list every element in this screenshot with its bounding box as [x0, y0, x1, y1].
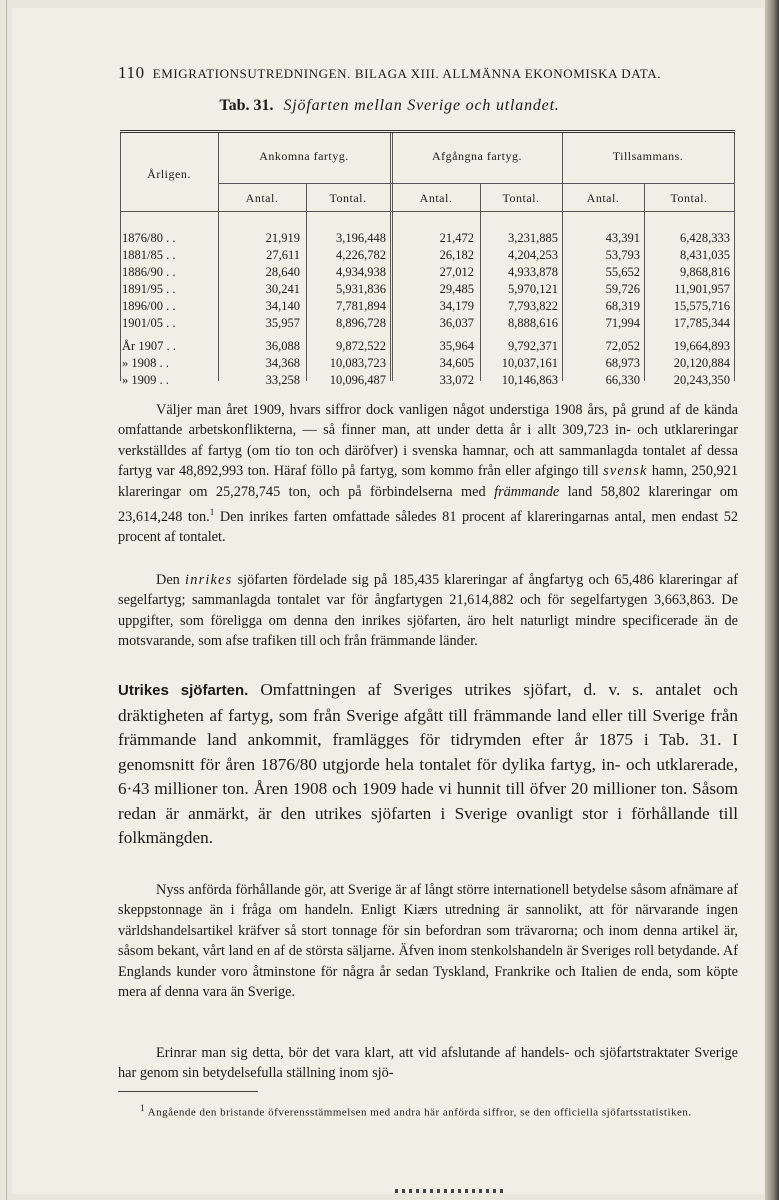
table-cell: 3,196,448: [336, 231, 386, 245]
table-cell: 26,182: [439, 248, 474, 262]
table-cell: 33,258: [265, 373, 300, 387]
paragraph-5: [118, 1043, 738, 1084]
table-cell: 30,241: [265, 282, 300, 296]
table-cell: 6,428,333: [680, 231, 730, 245]
table-cell: 21,919: [265, 231, 300, 245]
row-year: 1886/90 . .: [122, 265, 176, 279]
row-year: 1891/95 . .: [122, 282, 176, 296]
para1-emph-svensk: svensk: [603, 463, 648, 480]
table-cell: 15,575,716: [673, 299, 730, 313]
para1-text: land 58,802 klareringar om 23,614,248 ton.: [118, 483, 738, 525]
row-year: » 1908 . .: [122, 356, 169, 370]
table-cell: 11,901,957: [674, 282, 730, 296]
table-cell: 3,231,885: [508, 231, 558, 245]
group-header-arrived: Ankomna fartyg.: [259, 149, 349, 163]
table-cell: 4,934,938: [336, 265, 386, 279]
row-year: 1876/80 . .: [122, 231, 176, 245]
footnote-ref: 1: [209, 507, 215, 518]
table-rule: [390, 133, 391, 381]
book-spine-edge: [765, 0, 779, 1200]
table-cell: 7,793,822: [508, 299, 558, 313]
table-cell: 35,957: [265, 316, 300, 330]
table-cell: 19,664,893: [673, 339, 730, 353]
paragraph-3: [118, 678, 738, 851]
footnote: [118, 1101, 738, 1120]
table-cell: 10,146,863: [501, 373, 558, 387]
table-cell: 43,391: [605, 231, 640, 245]
table-cell: 10,083,723: [329, 356, 386, 370]
table-cell: 20,243,350: [673, 373, 730, 387]
table-cell: 17,785,344: [673, 316, 730, 330]
group-header-departed: Afgångna fartyg.: [432, 149, 522, 163]
table-cell: 35,964: [439, 339, 474, 353]
table-cell: 9,868,816: [680, 265, 730, 279]
table-cell: 10,037,161: [501, 356, 558, 370]
bottom-ornament: [395, 1189, 505, 1193]
para2-text: Den: [156, 572, 186, 588]
row-year: 1896/00 . .: [122, 299, 176, 313]
para1-emph-frammande: främmande: [494, 483, 560, 500]
table-cell: 5,970,121: [508, 282, 558, 296]
table-caption: Sjöfarten mellan Sverige och utlandet.: [283, 97, 560, 114]
table-cell: 4,226,782: [336, 248, 386, 262]
sub-header: Antal.: [245, 191, 279, 205]
table-grid: [120, 133, 735, 387]
para5-text: Erinrar man sig detta, bör det vara klart, att vid afslutande af handels- och sjöfartstraktater Sverige har genom sin betydelsefulla ställning inom sjö-: [118, 1045, 738, 1082]
table-cell: 68,973: [605, 356, 640, 370]
table-cell: 53,793: [605, 248, 640, 262]
table-cell: 36,037: [439, 316, 474, 330]
table-title: [0, 97, 779, 115]
table-cell: 4,204,253: [508, 248, 558, 262]
para1-text: Väljer man året 1909, hvars siffror dock vanligen något understiga 1908 års, på grund af de kända omfattande arbetskonflikterna, — så finner man, att under detta år i allt 309,723 in- och utklareringar verkställdes af fartyg (om tio ton och däröfver) i svenska hamnar, och att sammanlagda tontalet af dessa fartyg var 48,892,993 ton. Häraf föllo på fartyg, som kommo från eller afgingo till: [118, 402, 738, 480]
table-cell: 34,605: [439, 356, 474, 370]
table-rule: [734, 133, 735, 381]
paragraph-4: [118, 880, 738, 1002]
row-year: 1881/85 . .: [122, 248, 176, 262]
row-year: 1901/05 . .: [122, 316, 176, 330]
running-title: EMIGRATIONSUTREDNINGEN. BILAGA XIII. ALLMÄNNA EKONOMISKA DATA.: [152, 66, 662, 81]
para1-text: Den inrikes farten omfattade således 81 procent af klareringarnas antal, men endast 52 procent af tontalet.: [118, 508, 738, 546]
table-cell: 28,640: [265, 265, 300, 279]
sub-header: Tontal.: [502, 191, 540, 205]
table-cell: 36,088: [265, 339, 300, 353]
table-cell: 27,611: [266, 248, 300, 262]
para2-text: sjöfarten fördelade sig på 185,435 klareringar af ångfartyg och 65,486 klareringar af segelfartyg; sammanlagda tontalet var för ångfartygen 21,614,882 och för segelfartygen 3,663,863. De uppgifter, som föreligga om denna den inrikes sjöfarten, äro helt naturligt mindre specificerade än de motsvarande, som afse trafiken till och från främmande länder.: [118, 572, 738, 650]
row-year: År 1907 . .: [122, 339, 176, 353]
table-cell: 71,994: [605, 316, 640, 330]
sub-header: Tontal.: [329, 191, 367, 205]
table-cell: 9,872,522: [336, 339, 386, 353]
page-number: 110: [118, 63, 145, 82]
table-cell: 59,726: [605, 282, 640, 296]
paragraph-1: [118, 400, 738, 548]
shipping-table: [120, 130, 735, 387]
table-cell: 4,933,878: [508, 265, 558, 279]
table-cell: 68,319: [605, 299, 640, 313]
table-cell: 8,888,616: [508, 316, 558, 330]
sub-header: Antal.: [586, 191, 620, 205]
table-cell: 9,792,371: [508, 339, 558, 353]
table-cell: 55,652: [605, 265, 640, 279]
table-cell: 21,472: [439, 231, 474, 245]
table-cell: 34,368: [265, 356, 300, 370]
table-cell: 20,120,884: [673, 356, 730, 370]
page-left-edge: [6, 0, 7, 1200]
table-cell: 27,012: [439, 265, 474, 279]
table-cell: 72,052: [605, 339, 640, 353]
row-year: » 1909 . .: [122, 373, 169, 387]
table-cell: 7,781,894: [336, 299, 386, 313]
running-head: [118, 63, 738, 83]
paragraph-2: [118, 570, 738, 652]
para3-text: Omfattningen af Sveriges utrikes sjöfart, d. v. s. antalet och dräktigheten af fartyg, som från Sverige afgått till främmande land eller till Sverige från främmande land ankommit, framlägges för tidrymden efter år 1875 i Tab. 31. I genomsnitt för åren 1876/80 utgjorde hela tontalet för dylika fartyg, in- och utklarerade, 6·43 millioner ton. Åren 1908 och 1909 hade vi hunnit till öfver 20 millioner ton. Såsom redan är anmärkt, är den utrikes sjöfarten i Sverige ovanligt stor i förhållande till folkmängden.: [118, 680, 738, 847]
sub-header: Antal.: [419, 191, 453, 205]
table-cell: 66,330: [605, 373, 640, 387]
para1-text: hamn, 250,921 klareringar om 25,278,745 ton, och på förbindelserna med: [118, 463, 738, 500]
table-cell: 33,072: [439, 373, 474, 387]
table-cell: 34,179: [439, 299, 474, 313]
footnote-mark: 1: [140, 1103, 145, 1113]
table-cell: 34,140: [265, 299, 300, 313]
table-rule: [218, 183, 734, 184]
sub-header: Tontal.: [670, 191, 708, 205]
group-header-total: Tillsammans.: [612, 149, 684, 163]
para4-text: Nyss anförda förhållande gör, att Sverige är af långt större internationell betydelse såsom afnämare af skeppstonnage än i fråga om handeln. Enligt Kiærs utredning är sannolikt, att för närvarande ingen världshandelsartikel kräfver så stort tonnage för sin befordran som trävarorna; och inom denna artikel är, såsom bekant, vårt land en af de största säljarne. Äfven inom stenkolshandeln är Sveriges roll betydande. Af Englands kunder voro åtminstone för några år sedan Tyskland, Frankrike och Italien de enda, som köpte mera af denna vara än Sverige.: [118, 882, 738, 1001]
section-lead-utrikes: Utrikes sjöfarten.: [118, 682, 249, 699]
col-header-year: Årligen.: [147, 167, 191, 181]
table-cell: 8,896,728: [336, 316, 386, 330]
footnote-text: Angående den bristande öfverensstämmelsen med andra här anförda siffror, se den officiella sjöfartsstatistiken.: [145, 1106, 692, 1119]
table-rule: [120, 211, 735, 212]
table-cell: 8,431,035: [680, 248, 730, 262]
table-cell: 10,096,487: [329, 373, 386, 387]
table-cell: 29,485: [439, 282, 474, 296]
table-cell: 5,931,836: [336, 282, 386, 296]
table-label: Tab. 31.: [219, 97, 274, 114]
footnote-rule: [118, 1091, 258, 1092]
para2-emph-inrikes: inrikes: [185, 572, 233, 588]
